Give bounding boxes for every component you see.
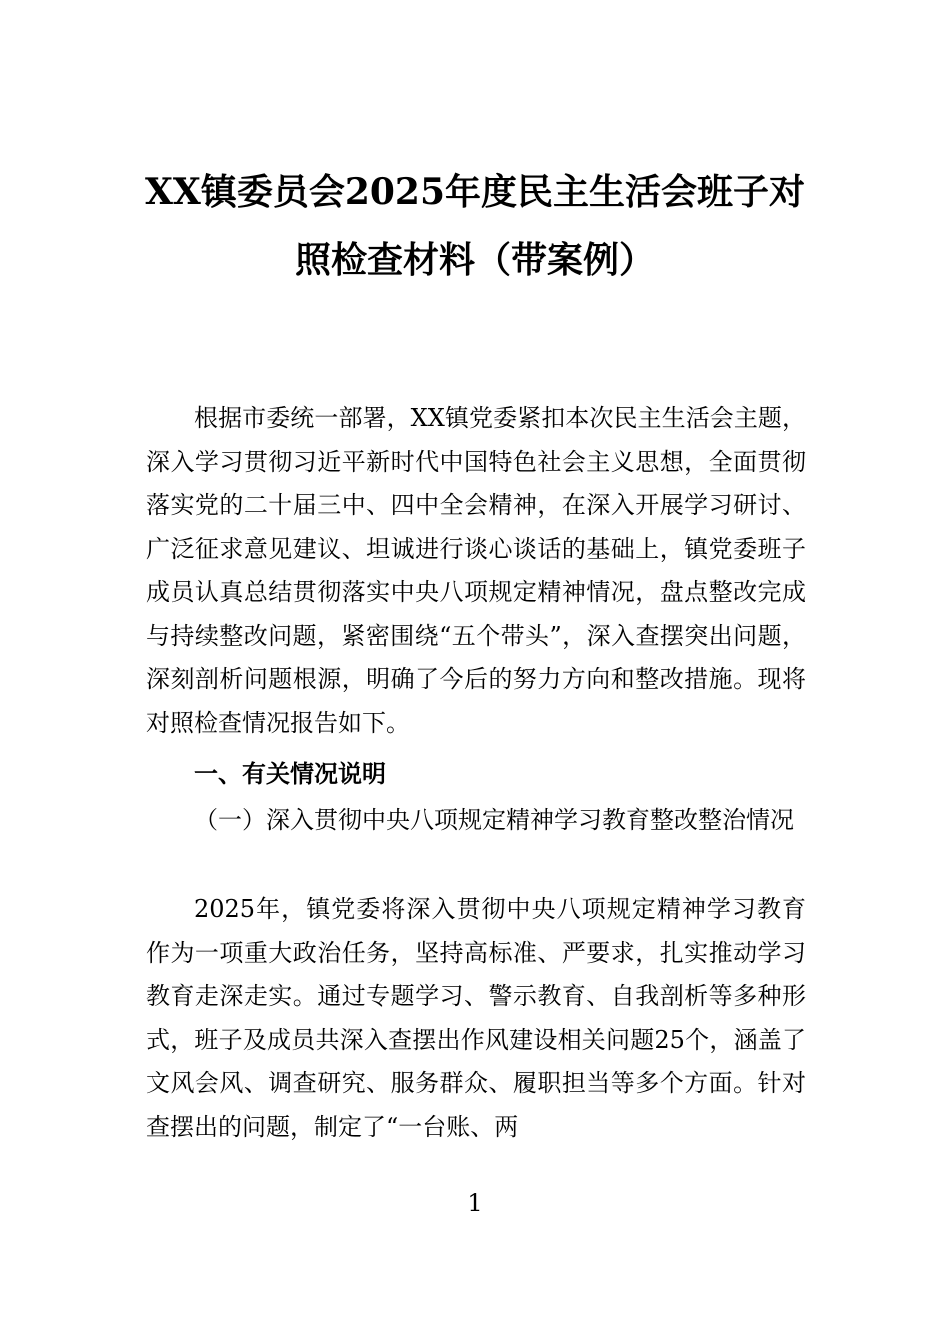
document-title-line-2: 照检查材料（带案例） [294, 239, 655, 281]
intro-paragraph: 根据市委统一部署，XX镇党委紧扣本次民主生活会主题，深入学习贯彻习近平新时代中国特色社会主义思想，全面贯彻落实党的二十届三中、四中全会精神，在深入开展学习研讨、广泛征求意见建议、坦诚进行谈心谈话的基础上，镇党委班子成员认真总结贯彻落实中央八项规定精神情况，盘点整改完成与持续整改问题，紧密围绕“五个带头”，深入查摆突出问题，深刻剖析问题根源，明确了今后的努力方向和整改措施。现将对照检查情况报告如下。 [146, 404, 806, 737]
subsection-heading: （一）深入贯彻中央八项规定精神学习教育整改整治情况 [194, 806, 794, 834]
section-heading: 一、有关情况说明 [194, 760, 386, 788]
document-title-line-1: XX镇委员会2025年度民主生活会班子对 [144, 171, 806, 213]
body-paragraph: 2025年，镇党委将深入贯彻中央八项规定精神学习教育作为一项重大政治任务，坚持高标准、严要求，扎实推动学习教育走深走实。通过专题学习、警示教育、自我剖析等多种形式，班子及成员共深入查摆出作风建设相关问题25个，涵盖了文风会风、调查研究、服务群众、履职担当等多个方面。针对查摆出的问题，制定了“一台账、两 [146, 895, 806, 1141]
page-number: 1 [467, 1189, 483, 1217]
